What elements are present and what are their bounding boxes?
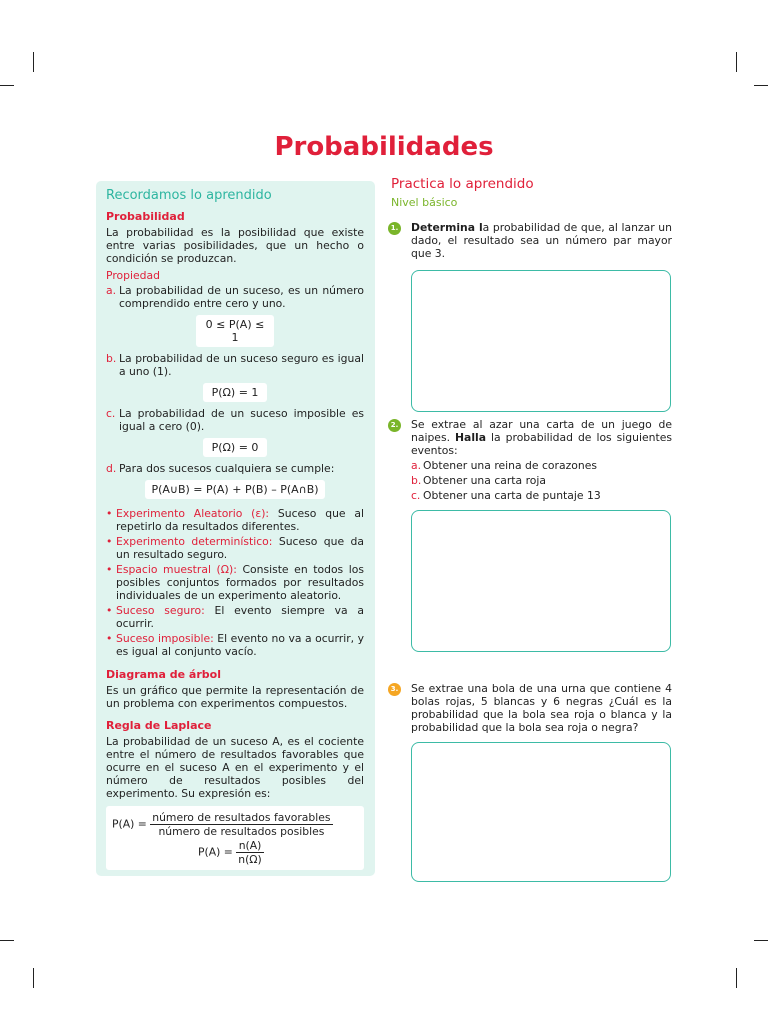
definition-text: Consiste en todos los posibles conjuntos formados por resultados individuales de un experimento aleatorio. <box>116 563 364 602</box>
definition-text: Suceso que da un resultado seguro. <box>116 535 364 561</box>
practice-heading: Practica lo aprendido <box>391 176 534 192</box>
crop-mark <box>33 968 34 988</box>
formula-box: 0 ≤ P(A) ≤ 1 <box>196 315 274 347</box>
property-b <box>106 352 364 378</box>
question-number-badge: 1. <box>388 222 401 235</box>
arbol-text: Es un gráfico que permite la representación de un problema con experimentos compuestos. <box>106 684 364 710</box>
formula-lhs: P(A) = <box>112 817 147 831</box>
property-text: La probabilidad de un suceso seguro es igual a uno (1). <box>119 352 364 378</box>
crop-mark <box>33 52 34 72</box>
answer-box-1[interactable] <box>411 270 671 412</box>
crop-mark <box>754 940 768 941</box>
formula-lhs: P(A) = <box>198 845 233 859</box>
list-item: • Suceso seguro: El evento siempre va a ocurrir. <box>106 604 364 630</box>
question-number-badge: 2. <box>388 419 401 432</box>
laplace-formula-box <box>106 806 364 870</box>
answer-box-2[interactable] <box>411 510 671 652</box>
option-text: Obtener una carta roja <box>423 474 547 487</box>
option-letter: a. <box>411 459 422 472</box>
answer-box-3[interactable] <box>411 742 671 882</box>
property-letter: d. <box>106 462 117 475</box>
question-emphasis: Halla <box>455 431 487 444</box>
option-letter: b. <box>411 474 422 487</box>
question-text: Se extrae al azar una carta de un juego de naipes. <box>411 418 672 444</box>
property-text: La probabilidad de un suceso, es un número comprendido entre cero y uno. <box>119 284 364 310</box>
list-item: • Experimento determinístico: Suceso que da un resultado seguro. <box>106 535 364 561</box>
question-option <box>411 474 672 487</box>
crop-mark <box>736 968 737 988</box>
probabilidad-text: La probabilidad es la posibilidad que existe entre varias posibilidades, que un hecho o condición se produzcan. <box>106 226 364 265</box>
option-text: Obtener una reina de corazones <box>423 459 597 472</box>
formula-box: P(Ω) = 1 <box>203 383 267 402</box>
definition-term: Suceso seguro: <box>116 604 205 617</box>
fraction-numerator: n(A) <box>236 839 264 853</box>
question-emphasis: Determina l <box>411 221 483 234</box>
definition-term: Experimento Aleatorio (ε): <box>116 507 270 520</box>
question-text: Se extrae una bola de una urna que contiene 4 bolas rojas, 5 blancas y 6 negras ¿Cuál es la probabilidad que la bola sea roja o blanca y la probabilidad que la bola sea roja o negra? <box>411 682 672 734</box>
formula-fraction <box>236 839 264 866</box>
summary-panel <box>96 181 375 876</box>
property-letter: b. <box>106 352 117 365</box>
laplace-formula-1 <box>112 811 333 838</box>
question-text: la probabilidad de los siguientes eventos: <box>411 431 672 457</box>
formula-box: P(Ω) = 0 <box>203 438 267 457</box>
property-c <box>106 407 364 433</box>
crop-mark <box>0 85 14 86</box>
question-2 <box>388 418 678 502</box>
question-option <box>411 489 672 502</box>
formula-fraction <box>150 811 332 838</box>
crop-mark <box>736 52 737 72</box>
option-letter: c. <box>411 489 421 502</box>
property-d <box>106 462 364 475</box>
property-text: La probabilidad de un suceso imposible es igual a cero (0). <box>119 407 364 433</box>
definition-text: Suceso que al repetirlo da resultados diferentes. <box>116 507 364 533</box>
formula-box: P(A∪B) = P(A) + P(B) – P(A∩B) <box>145 480 325 499</box>
definition-term: Suceso imposible: <box>116 632 214 645</box>
definition-text: El evento no va a ocurrir, y es igual al conjunto vacío. <box>116 632 364 658</box>
question-text: a probabilidad de que, al lanzar un dado, el resultado sea un número par mayor que 3. <box>411 221 672 260</box>
definitions-list <box>106 507 364 658</box>
fraction-denominator: n(Ω) <box>238 853 262 866</box>
question-3 <box>388 682 678 734</box>
fraction-numerator: número de resultados favorables <box>152 811 331 824</box>
list-item: • Suceso imposible: El evento no va a ocurrir, y es igual al conjunto vacío. <box>106 632 364 658</box>
crop-mark <box>754 85 768 86</box>
crop-mark <box>0 940 14 941</box>
probabilidad-title: Probabilidad <box>106 210 185 223</box>
question-option <box>411 459 672 472</box>
property-a <box>106 284 364 310</box>
laplace-text: La probabilidad de un suceso A, es el cociente entre el número de resultados favorables que ocurre en el suceso A en el experimento y el número de resultados posibles del experimento. Su expresión es: <box>106 735 364 800</box>
practice-section <box>388 178 678 882</box>
property-text: Para dos sucesos cualquiera se cumple: <box>119 462 335 475</box>
question-number-badge: 3. <box>388 683 401 696</box>
arbol-title: Diagrama de árbol <box>106 668 221 681</box>
laplace-title: Regla de Laplace <box>106 719 212 732</box>
property-letter: c. <box>106 407 116 420</box>
laplace-formula-2 <box>198 839 264 866</box>
level-label: Nivel básico <box>391 196 458 209</box>
list-item: • Espacio muestral (Ω): Consiste en todos los posibles conjuntos formados por resultados individuales de un experimento aleatorio. <box>106 563 364 602</box>
definition-text: El evento siempre va a ocurrir. <box>116 604 364 630</box>
question-1 <box>388 221 678 260</box>
list-item: • Experimento Aleatorio (ε): Suceso que al repetirlo da resultados diferentes. <box>106 507 364 533</box>
propiedad-title: Propiedad <box>106 269 160 282</box>
summary-heading: Recordamos lo aprendido <box>106 188 272 203</box>
page-title: Probabilidades <box>274 132 494 162</box>
definition-term: Experimento determinístico: <box>116 535 273 548</box>
option-text: Obtener una carta de puntaje 13 <box>423 489 601 502</box>
definition-term: Espacio muestral (Ω): <box>116 563 237 576</box>
fraction-denominator: número de resultados posibles <box>158 825 325 838</box>
property-letter: a. <box>106 284 117 297</box>
